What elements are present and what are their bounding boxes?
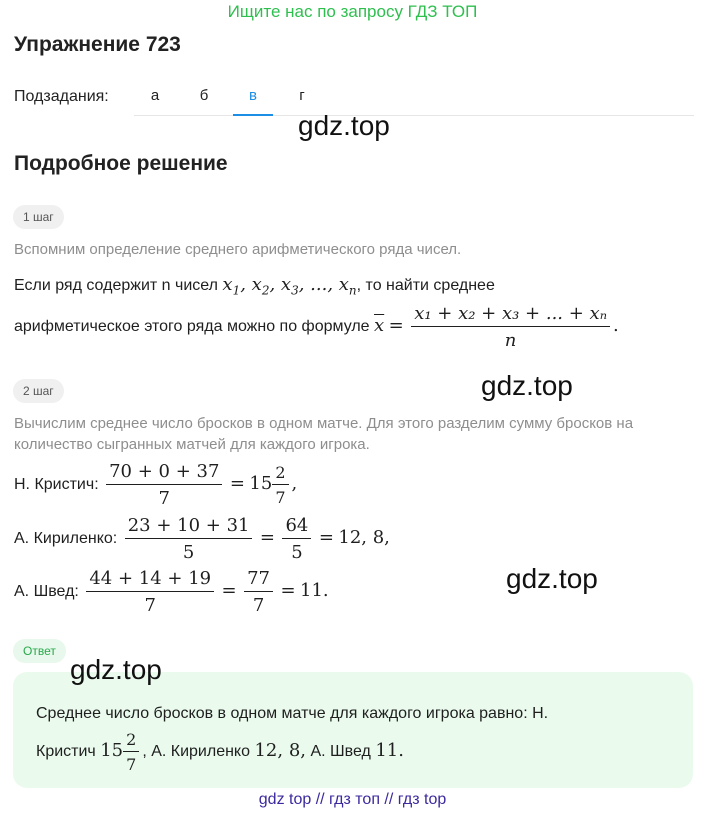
mean-formula-denominator: n	[504, 330, 517, 351]
answer-line-2: Кристич 15 $\frac{2}{7}$ , А. Кириленко 12, 8, А. Швед 11.	[36, 730, 404, 774]
tab-g[interactable]: г	[299, 87, 305, 104]
mean-formula	[411, 303, 610, 351]
mixed-whole: 15	[249, 473, 273, 495]
answer-fraction: $\frac{2}{7}$	[123, 730, 139, 774]
intermediate-fraction: $\frac{64}{5}$	[282, 515, 311, 563]
series-formula: $x_1$, $x_2$, $x_3$, ..., $x_n$	[222, 274, 357, 298]
tab-b[interactable]: б	[199, 87, 209, 104]
watermark: gdz.top	[506, 563, 598, 594]
step-1-text-b: , то найти среднее	[356, 277, 495, 294]
search-banner: Ищите нас по запросу ГДЗ ТОП	[227, 2, 478, 21]
mean-symbol: $\overline{x}$	[374, 315, 385, 337]
mean-formula-numerator: x₁ + x₂ + x₃ + ... + xₙ	[411, 303, 610, 327]
step-1-line-1	[14, 274, 495, 298]
answer-badge: Ответ	[13, 639, 66, 663]
step-1-badge: 1 шаг	[13, 205, 64, 229]
result-value: 11.	[300, 580, 329, 602]
player-name: Н. Кристич:	[14, 476, 99, 494]
step-1-text-c: арифметическое этого ряда можно по формуле	[14, 318, 370, 336]
calc-row-kirilenko: А. Кириленко: $\frac{23 + 10 + 31}{5}$ = $\frac{64}{5}$ = 12, 8,	[14, 515, 390, 563]
step-2-hint: Вычислим среднее число бросков в одном матче. Для этого разделим сумму бросков на количество сыгранных матчей для каждого игрока.	[14, 415, 634, 453]
sum-fraction: $\frac{70 + 0 + 37}{7}$	[106, 461, 222, 509]
watermark: gdz.top	[298, 110, 390, 141]
watermark: gdz.top	[70, 654, 162, 685]
mixed-fraction: $\frac{2}{7}$	[272, 463, 288, 507]
intermediate-fraction: $\frac{77}{7}$	[244, 568, 273, 616]
step-2-badge: 2 шаг	[13, 379, 64, 403]
step-1-line-2: арифметическое этого ряда можно по формуле $\overline{x}$ = $\frac{\text{x₁ + x₂ + x₃ + ... + xₙ}}{n}$ .	[14, 303, 619, 351]
tab-v[interactable]: в	[233, 87, 273, 116]
result-value: 12, 8,	[338, 527, 390, 549]
tab-a[interactable]: а	[150, 87, 160, 104]
answer-box	[13, 672, 693, 788]
footer-links: gdz top // гдз топ // гдз top	[258, 791, 447, 808]
player-name: А. Швед:	[14, 583, 79, 601]
watermark: gdz.top	[481, 370, 573, 401]
player-name: А. Кириленко:	[14, 530, 118, 548]
sum-fraction: $\frac{44 + 14 + 19}{7}$	[86, 568, 214, 616]
answer-line-1: Среднее число бросков в одном матче для каждого игрока равно: Н.	[36, 705, 549, 722]
subtasks-label: Подзадания:	[14, 88, 109, 105]
step-1-text-a: Если ряд содержит n чисел	[14, 277, 218, 294]
page-title: Упражнение 723	[14, 33, 181, 56]
calc-row-kristich: Н. Кристич: $\frac{70 + 0 + 37}{7}$ = 15 $\frac{2}{7}$ ,	[14, 461, 298, 509]
calc-row-shved: А. Швед: $\frac{44 + 14 + 19}{7}$ = $\frac{77}{7}$ = 11.	[14, 568, 329, 616]
step-1-hint: Вспомним определение среднего арифметического ряда чисел.	[14, 241, 462, 258]
sum-fraction: $\frac{23 + 10 + 31}{5}$	[125, 515, 253, 563]
solution-title: Подробное решение	[14, 152, 228, 175]
